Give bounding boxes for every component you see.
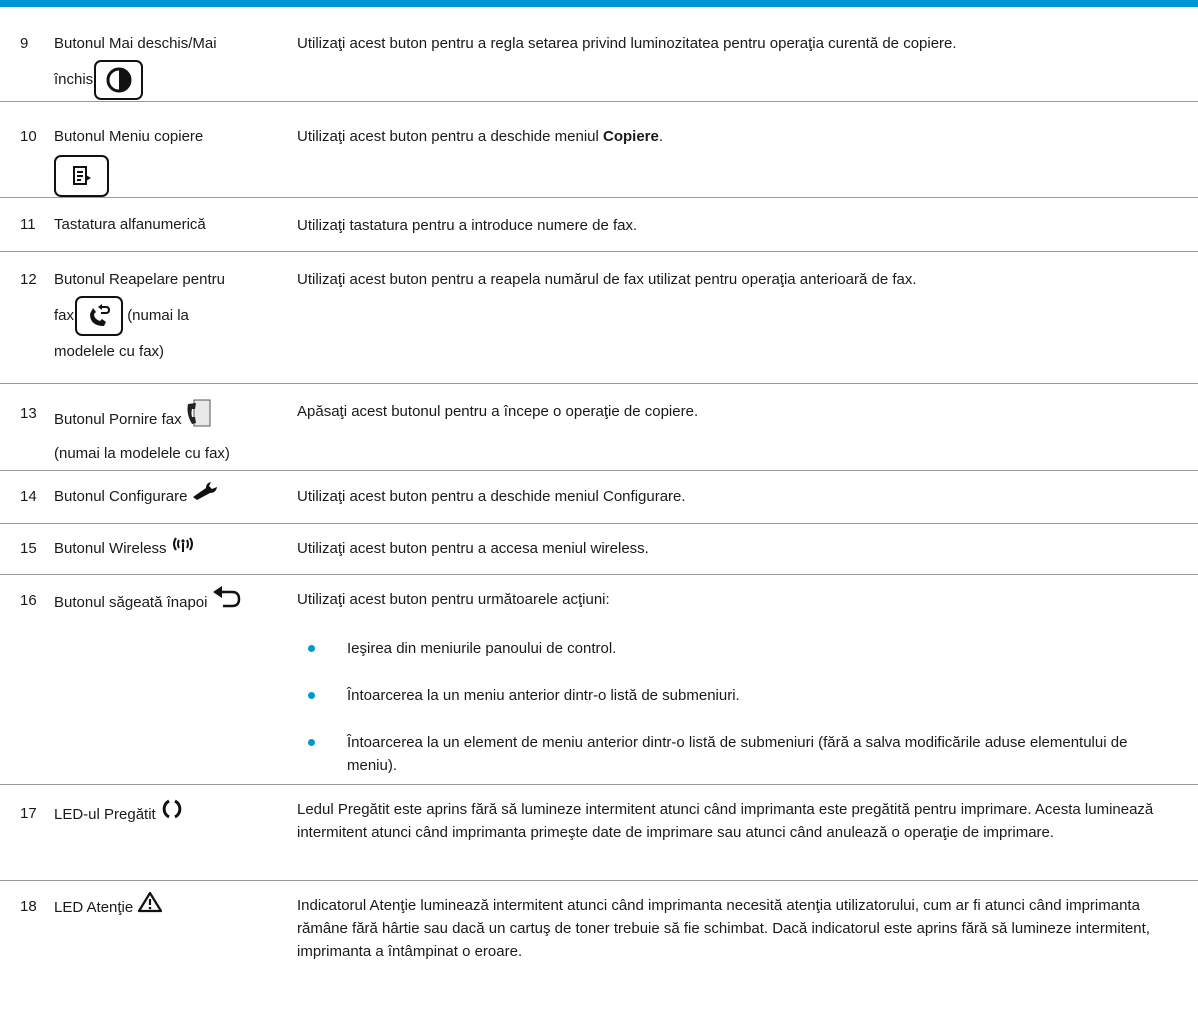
row-number: 11 <box>20 216 36 233</box>
row-name: Butonul Meniu copiere <box>54 102 297 197</box>
controls-table <box>0 7 1198 987</box>
row-description: Utilizaţi acest buton pentru a regla setarea privind luminozitatea pentru operaţia curentă de copiere. <box>297 35 957 52</box>
row-description: Utilizaţi acest buton pentru a deschide meniul Copiere. <box>297 128 664 145</box>
table-row <box>0 7 1198 102</box>
table-row <box>0 252 1198 384</box>
table-row <box>0 102 1198 198</box>
row-number: 9 <box>20 35 29 52</box>
table-row <box>0 575 1198 785</box>
list-item: Ieşirea din meniurile panoului de control. <box>297 637 1180 660</box>
table-row <box>0 471 1198 524</box>
row-number: 17 <box>20 805 37 822</box>
row-name: LED-ul Pregătit <box>54 785 297 880</box>
list-item: Întoarcerea la un meniu anterior dintr-o listă de submeniuri. <box>297 684 1180 707</box>
row-description: Utilizaţi acest buton pentru a deschide meniul Configurare. <box>297 488 686 505</box>
table-row <box>0 881 1198 987</box>
list-item: Întoarcerea la un element de meniu anterior dintr-o listă de submeniuri (fără a salva modificările aduse elementului de meniu). <box>297 731 1180 777</box>
attention-icon <box>137 891 163 925</box>
table-row <box>0 384 1198 471</box>
top-accent-bar <box>0 0 1198 7</box>
row-name: Butonul Reapelare pentru fax (numai la modelele cu fax) <box>54 271 225 361</box>
row-number: 18 <box>20 898 37 915</box>
wireless-icon <box>171 533 195 565</box>
wrench-icon <box>191 481 219 513</box>
row-name: Butonul Wireless <box>54 524 297 574</box>
row-number: 10 <box>20 128 37 145</box>
row-description: Utilizaţi acest buton pentru a accesa meniul wireless. <box>297 540 649 557</box>
row-name: Tastatura alfanumerică <box>54 216 206 233</box>
table-row <box>0 524 1198 575</box>
row-description: Utilizaţi tastatura pentru a introduce numere de fax. <box>297 217 638 234</box>
row-number: 14 <box>20 488 37 505</box>
row-description: Apăsaţi acest butonul pentru a începe o operaţie de copiere. <box>297 403 699 420</box>
ready-led-icon <box>160 798 184 832</box>
row-name: Butonul Configurare <box>54 471 297 523</box>
row-number: 16 <box>20 592 37 609</box>
copy-menu-icon <box>54 155 109 197</box>
table-row <box>0 198 1198 252</box>
row-description: Utilizaţi acest buton pentru a reapela numărul de fax utilizat pentru operaţia anterioară de fax. <box>297 271 917 288</box>
row-name: LED Atenţie <box>54 881 297 987</box>
table-row <box>0 785 1198 881</box>
action-list <box>297 637 1180 777</box>
back-arrow-icon <box>211 585 241 621</box>
row-name: Butonul Mai deschis/Mai închis <box>54 7 297 101</box>
contrast-icon <box>94 60 143 100</box>
row-description: Utilizaţi acest buton pentru următoarele acţiuni: Ieşirea din meniurile panoului de control. Întoarcerea la un meniu anterior dintr-o listă de submeniuri. Întoarcerea la un element de meniu anterior dintr-o listă de submeniuri (fără a salva modificările aduse elementului de meniu). <box>297 575 1198 784</box>
fax-redial-icon <box>75 296 123 336</box>
row-number: 13 <box>20 405 37 422</box>
row-name: Butonul săgeată înapoi <box>54 575 297 784</box>
row-description: Ledul Pregătit este aprins fără să lumineze intermitent atunci când imprimanta este pregătită pentru imprimare. Acesta luminează intermitent atunci când imprimanta primeşte date de imprimare sau atunci când anulează o operaţie de imprimare. <box>297 801 1154 841</box>
row-description: Indicatorul Atenţie luminează intermitent atunci când imprimanta necesită atenţia utilizatorului, cum ar fi atunci când imprimanta rămâne fără hârtie sau dacă un cartuş de toner trebuie să fie schimbat. Dacă indicatorul este aprins fără să lumineze intermitent, imprimanta a întâmpinat o eroare. <box>297 897 1150 960</box>
start-fax-icon <box>186 398 212 442</box>
row-number: 15 <box>20 540 37 557</box>
row-number: 12 <box>20 271 37 288</box>
row-name: Butonul Pornire fax (numai la modelele cu fax) <box>54 384 297 470</box>
